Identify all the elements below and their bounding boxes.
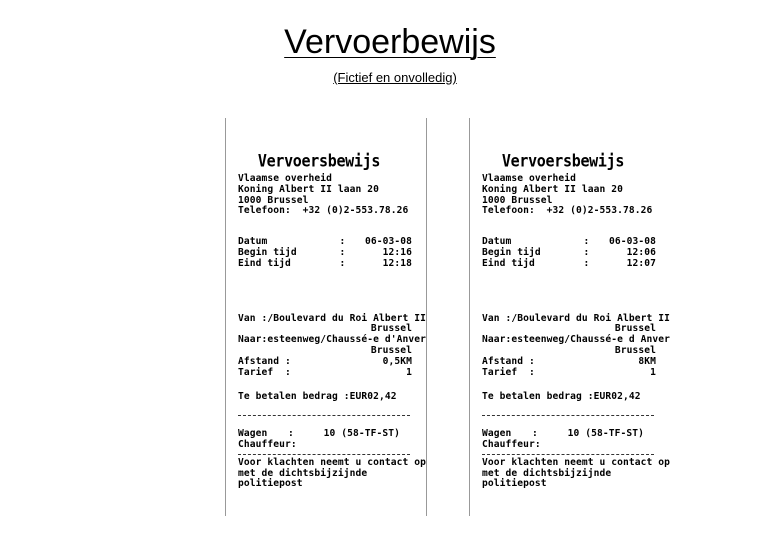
divider xyxy=(238,454,410,455)
receipt-right xyxy=(470,118,671,516)
issuer-line: Vlaamse overheid xyxy=(238,173,333,184)
bedrag-value: 02,42 xyxy=(367,391,397,403)
tarief-row xyxy=(470,368,656,379)
divider xyxy=(482,454,654,455)
begin-value: 12:16 xyxy=(382,246,412,258)
issuer-line: Koning Albert II laan 20 xyxy=(238,183,380,195)
tarief-row xyxy=(226,368,412,379)
van-line: Van :/Boulevard du Roi Albert II xyxy=(482,312,671,324)
divider xyxy=(482,415,654,416)
tarief-label: Tarief : xyxy=(482,366,535,378)
tarief-value: 1 xyxy=(650,366,656,378)
van-line: Van :/Boulevard du Roi Albert II xyxy=(238,312,427,324)
document-subtitle: (Fictief en onvolledig) xyxy=(333,70,457,85)
wagen-row: Wagen : 10 (58-TF-ST) xyxy=(238,428,400,440)
afstand-row xyxy=(226,357,412,368)
footer-line: met de dichtsbijzijnde xyxy=(482,467,612,479)
divider xyxy=(238,415,410,416)
afstand-label: Afstand : xyxy=(482,355,535,367)
tarief-value: 1 xyxy=(406,366,412,378)
eind-row: Eind tijd : 12:18 xyxy=(238,257,412,269)
issuer-line: Koning Albert II laan 20 xyxy=(482,183,624,195)
datum-row: Datum : 06-03-08 xyxy=(482,236,656,248)
begin-label: Begin tijd xyxy=(482,246,541,258)
begin-row: Begin tijd : 12:16 xyxy=(238,246,412,258)
eind-value: 12:07 xyxy=(626,257,656,269)
afstand-label: Afstand : xyxy=(238,355,291,367)
issuer-line: 1000 Brussel xyxy=(482,194,553,206)
begin-value: 12:06 xyxy=(626,246,656,258)
naar-city: Brussel xyxy=(614,344,656,356)
footer-line: met de dichtsbijzijnde xyxy=(238,467,368,479)
wagen-label: Wagen xyxy=(482,428,512,440)
eind-row: Eind tijd : 12:07 xyxy=(482,257,656,269)
begin-label: Begin tijd xyxy=(238,246,297,258)
eind-value: 12:18 xyxy=(382,257,412,269)
naar-line: Naar:esteenweg/Chaussé-e d Anver xyxy=(482,334,671,346)
van-city: Brussel xyxy=(370,323,412,335)
bedrag-row xyxy=(470,391,641,403)
receipt-heading: Vervoersbewijs xyxy=(257,150,381,172)
datum-value: 06-03-08 xyxy=(364,236,412,248)
chauffeur-label: Chauffeur: xyxy=(238,438,297,450)
afstand-value: 8KM xyxy=(638,355,656,367)
issuer-line: Telefoon: +32 (0)2-553.78.26 xyxy=(238,205,409,217)
issuer-line: Telefoon: +32 (0)2-553.78.26 xyxy=(482,205,653,217)
wagen-row: Wagen : 10 (58-TF-ST) xyxy=(482,428,644,440)
eind-label: Eind tijd xyxy=(238,257,291,269)
bedrag-row xyxy=(226,391,397,403)
document-title: Vervoerbewijs xyxy=(284,23,496,61)
datum-label: Datum xyxy=(238,236,268,248)
wagen-value: 10 (58-TF-ST) xyxy=(323,428,400,440)
receipt-left xyxy=(226,118,427,516)
datum-value: 06-03-08 xyxy=(608,236,656,248)
issuer-line: 1000 Brussel xyxy=(238,194,309,206)
begin-row: Begin tijd : 12:06 xyxy=(482,246,656,258)
naar-city: Brussel xyxy=(370,344,412,356)
footer-line: politiepost xyxy=(482,478,547,490)
eind-label: Eind tijd xyxy=(482,257,535,269)
afstand-value: 0,5KM xyxy=(382,355,412,367)
footer-line: Voor klachten neemt u contact op xyxy=(482,456,671,468)
footer-line: Voor klachten neemt u contact op xyxy=(238,456,427,468)
afstand-row xyxy=(470,357,656,368)
bedrag-label: Te betalen bedrag :EUR xyxy=(238,391,368,403)
receipt-heading: Vervoersbewijs xyxy=(501,150,625,172)
tarief-label: Tarief : xyxy=(238,366,291,378)
wagen-label: Wagen xyxy=(238,428,268,440)
datum-label: Datum xyxy=(482,236,512,248)
bedrag-label: Te betalen bedrag :EUR xyxy=(482,391,612,403)
van-city: Brussel xyxy=(614,323,656,335)
wagen-value: 10 (58-TF-ST) xyxy=(567,428,644,440)
chauffeur-label: Chauffeur: xyxy=(482,438,541,450)
naar-line: Naar:esteenweg/Chaussé-e d'Anver xyxy=(238,334,427,346)
datum-row: Datum : 06-03-08 xyxy=(238,236,412,248)
footer-line: politiepost xyxy=(238,478,303,490)
issuer-line: Vlaamse overheid xyxy=(482,173,577,184)
bedrag-value: 02,42 xyxy=(611,391,641,403)
